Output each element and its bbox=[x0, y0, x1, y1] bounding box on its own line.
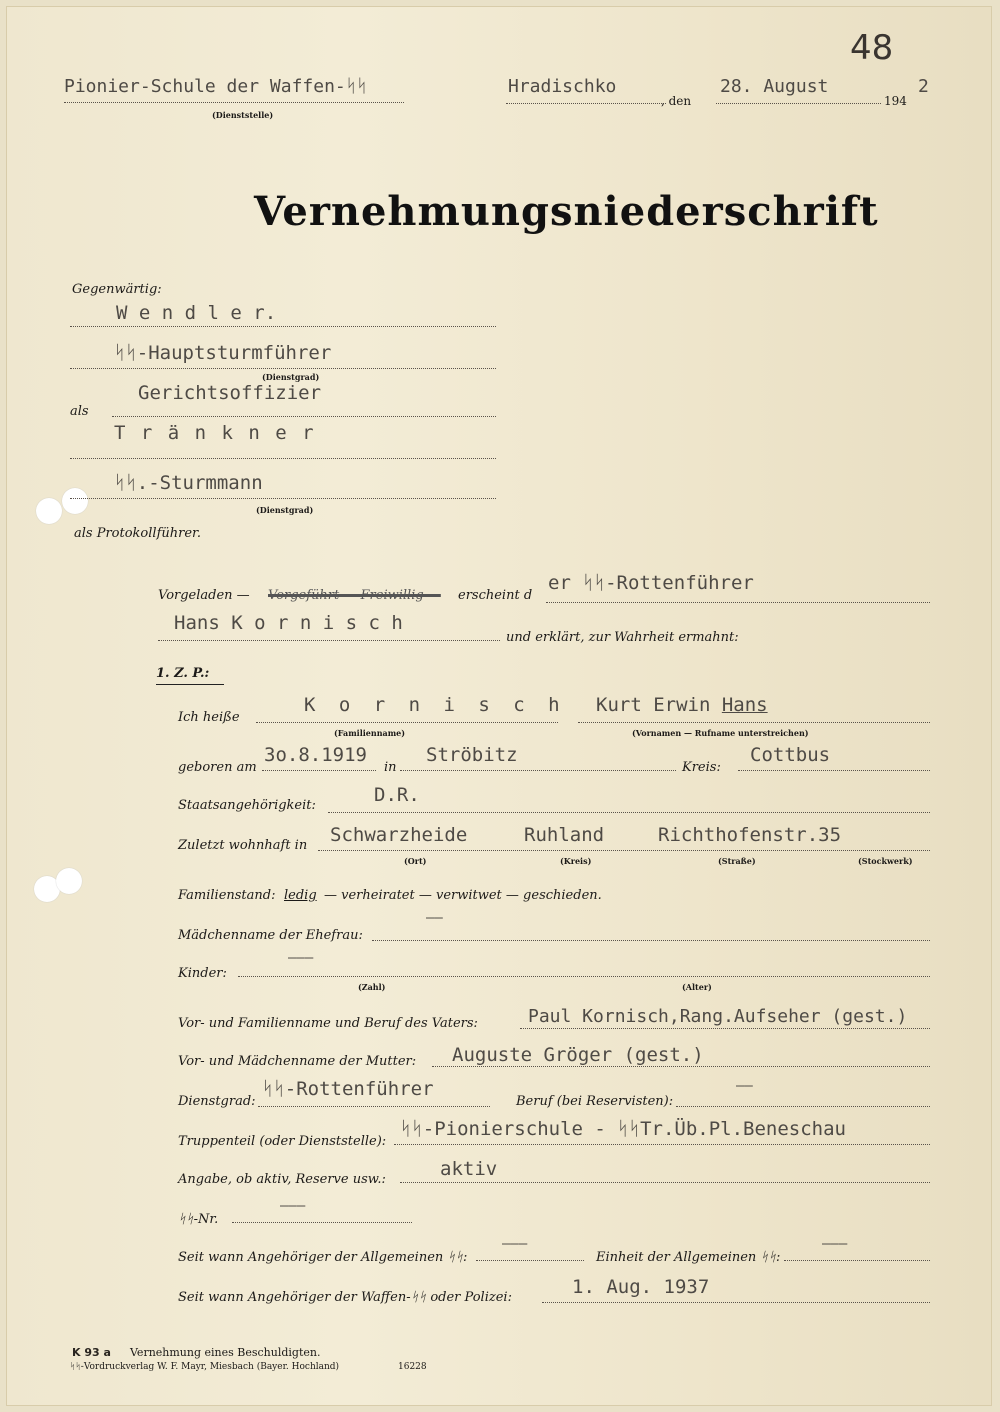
page-number: 48 bbox=[850, 28, 894, 68]
date: 28. August bbox=[720, 76, 829, 97]
active-label: Angabe, ob aktiv, Reserve usw.: bbox=[178, 1172, 386, 1187]
active-value: aktiv bbox=[440, 1158, 498, 1180]
place: Hradischko bbox=[508, 76, 617, 97]
children-label: Kinder: bbox=[178, 966, 227, 981]
als-label: als bbox=[70, 404, 89, 419]
page-title: Vernehmungsniederschrift bbox=[254, 188, 879, 235]
given-names bbox=[596, 694, 768, 716]
surname: K o r n i s c h bbox=[304, 694, 566, 716]
status-options: — verheiratet — verwitwet — geschieden. bbox=[324, 888, 602, 903]
allgemeine-since-label: Seit wann Angehöriger der Allgemeinen ᛋᛋ: bbox=[178, 1250, 468, 1265]
punch-hole bbox=[56, 868, 82, 894]
document-page bbox=[6, 6, 992, 1406]
born-label: geboren am bbox=[178, 760, 257, 775]
given-caption: (Vornamen — Rufname unterstreichen) bbox=[632, 728, 809, 738]
officer-role: Gerichtsoffizier bbox=[138, 382, 322, 404]
section-label: 1. Z. P.: bbox=[156, 666, 210, 681]
present-label: Gegenwärtig: bbox=[72, 282, 162, 297]
punch-hole bbox=[36, 498, 62, 524]
mother-label: Vor- und Mädchenname der Mutter: bbox=[178, 1054, 417, 1069]
caption-count: (Zahl) bbox=[358, 982, 386, 992]
father-value: Paul Kornisch,Rang.Aufseher (gest.) bbox=[528, 1006, 908, 1027]
surname-caption: (Familienname) bbox=[334, 728, 406, 738]
summons-struck: Vorgeführt — Freiwillig — bbox=[268, 588, 441, 603]
summons-name: Hans K o r n i s c h bbox=[174, 612, 403, 634]
profession-label: Beruf (bei Reservisten): bbox=[516, 1094, 674, 1109]
in-label: in bbox=[384, 760, 397, 775]
maiden-label: Mädchenname der Ehefrau: bbox=[178, 928, 363, 943]
residence-label: Zuletzt wohnhaft in bbox=[178, 838, 308, 853]
allgemeine-unit-value: ——— bbox=[822, 1236, 848, 1252]
born-kreis: Cottbus bbox=[750, 744, 831, 766]
citizenship: D.R. bbox=[374, 784, 420, 806]
allgemeine-since-value: ——— bbox=[502, 1236, 528, 1252]
born-place: Ströbitz bbox=[426, 744, 518, 766]
unit-value: ᛋᛋ-Pionierschule - ᛋᛋTr.Üb.Pl.Beneschau bbox=[400, 1118, 846, 1140]
residence-kreis: Ruhland bbox=[524, 824, 605, 846]
ss-number-value: ——— bbox=[280, 1198, 306, 1214]
caption-age: (Alter) bbox=[682, 982, 712, 992]
allgemeine-unit-label: Einheit der Allgemeinen ᛋᛋ: bbox=[596, 1250, 781, 1265]
maiden-value: —— bbox=[426, 910, 443, 926]
officer-name: W e n d l e r. bbox=[116, 302, 277, 324]
caption-street: (Straße) bbox=[718, 856, 756, 866]
waffen-since-label: Seit wann Angehöriger der Waffen-ᛋᛋ oder Polizei: bbox=[178, 1290, 512, 1305]
den-label: , den bbox=[661, 94, 692, 108]
father-label: Vor- und Familienname und Beruf des Vaters: bbox=[178, 1016, 478, 1031]
profession-value: —— bbox=[736, 1078, 753, 1094]
caption-kreis: (Kreis) bbox=[560, 856, 592, 866]
office-name: Pionier-Schule der Waffen-ᛋᛋ bbox=[64, 76, 368, 97]
erscheint-label: erscheint d bbox=[458, 588, 533, 603]
office-caption: (Dienststelle) bbox=[212, 110, 274, 120]
status-selected: ledig bbox=[284, 888, 317, 903]
kreis-label: Kreis: bbox=[682, 760, 721, 775]
residence-street: Richthofenstr.35 bbox=[658, 824, 842, 846]
summons-label: Vorgeladen — bbox=[158, 588, 250, 603]
given-names-prefix: Kurt Erwin bbox=[596, 694, 722, 716]
rank-caption: (Dienstgrad) bbox=[256, 505, 314, 515]
citizenship-label: Staatsangehörigkeit: bbox=[178, 798, 316, 813]
summons-rank: er ᛋᛋ-Rottenführer bbox=[548, 572, 754, 594]
caption-ort: (Ort) bbox=[404, 856, 427, 866]
residence-ort: Schwarzheide bbox=[330, 824, 468, 846]
rank-label: Dienstgrad: bbox=[178, 1094, 256, 1109]
unit-label: Truppenteil (oder Dienststelle): bbox=[178, 1134, 387, 1149]
name-label: Ich heiße bbox=[178, 710, 240, 725]
waffen-since-value: 1. Aug. 1937 bbox=[572, 1276, 710, 1298]
caption-floor: (Stockwerk) bbox=[858, 856, 913, 866]
publisher: ᛋᛋ-Vordruckverlag W. F. Mayr, Miesbach (Bayer. Hochland) bbox=[70, 1362, 340, 1372]
officer-rank: ᛋᛋ-Hauptsturmführer bbox=[114, 342, 332, 364]
rank-caption: (Dienstgrad) bbox=[262, 372, 320, 382]
form-number: 16228 bbox=[398, 1362, 427, 1372]
clerk-role-label: als Protokollführer. bbox=[74, 526, 201, 541]
born-date: 3o.8.1919 bbox=[264, 744, 367, 766]
punch-hole bbox=[62, 488, 88, 514]
rank-value: ᛋᛋ-Rottenführer bbox=[262, 1078, 434, 1100]
clerk-name: T r ä n k n e r bbox=[114, 422, 316, 444]
year-suffix: 2 bbox=[918, 76, 929, 97]
ss-number-label: ᛋᛋ-Nr. bbox=[178, 1212, 219, 1227]
form-code: K 93 a bbox=[72, 1346, 111, 1359]
declaration: und erklärt, zur Wahrheit ermahnt: bbox=[506, 630, 739, 645]
year-prefix: 194 bbox=[884, 94, 907, 108]
status-label: Familienstand: bbox=[178, 888, 276, 903]
children-value: ——— bbox=[288, 950, 314, 966]
form-description: Vernehmung eines Beschuldigten. bbox=[130, 1346, 321, 1359]
call-name: Hans bbox=[721, 694, 768, 716]
mother-value: Auguste Gröger (gest.) bbox=[452, 1044, 704, 1066]
clerk-rank: ᛋᛋ.-Sturmmann bbox=[114, 472, 263, 494]
